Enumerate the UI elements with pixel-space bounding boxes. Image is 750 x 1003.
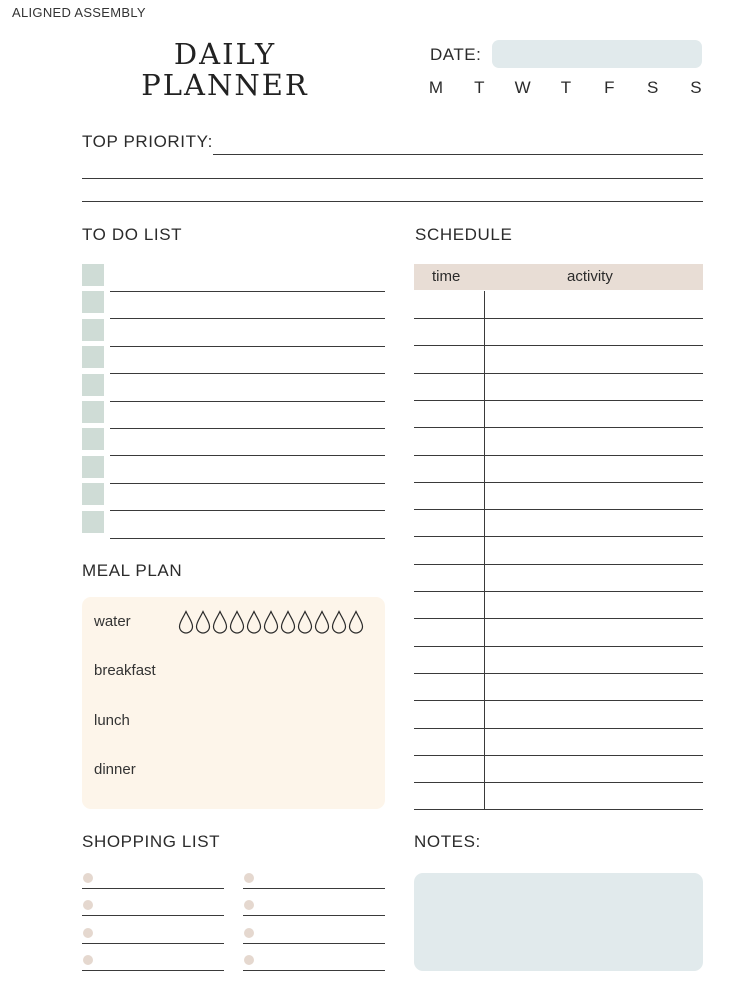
water-drop-icon[interactable] (331, 610, 347, 635)
shopping-bullet (83, 928, 93, 938)
water-drop-icon[interactable] (229, 610, 245, 635)
shopping-line[interactable] (243, 943, 385, 944)
schedule-row-line[interactable] (414, 755, 703, 756)
day-wednesday[interactable]: W (514, 78, 531, 97)
meal-plan-title: MEAL PLAN (82, 561, 183, 580)
shopping-line[interactable] (82, 915, 224, 916)
water-drop-icon[interactable] (314, 610, 330, 635)
day-monday[interactable]: M (428, 78, 444, 97)
water-drop-icon[interactable] (263, 610, 279, 635)
shopping-bullet (83, 900, 93, 910)
schedule-row-line[interactable] (414, 427, 703, 428)
todo-checkbox[interactable] (82, 291, 104, 313)
schedule-row-line[interactable] (414, 400, 703, 401)
shopping-bullet (83, 873, 93, 883)
schedule-row-line[interactable] (414, 536, 703, 537)
todo-checkbox[interactable] (82, 428, 104, 450)
shopping-line[interactable] (243, 915, 385, 916)
top-priority-line-3[interactable] (82, 201, 703, 202)
schedule-row-line[interactable] (414, 673, 703, 674)
shopping-bullet (244, 955, 254, 965)
day-friday[interactable]: F (604, 78, 615, 97)
schedule-row-line[interactable] (414, 373, 703, 374)
schedule-row-line[interactable] (414, 809, 703, 810)
day-saturday[interactable]: S (646, 78, 659, 97)
notes-title: NOTES: (414, 832, 481, 851)
schedule-header (414, 264, 703, 290)
todo-line[interactable] (110, 455, 385, 456)
todo-checkbox[interactable] (82, 264, 104, 286)
schedule-row-line[interactable] (414, 700, 703, 701)
water-tracker (178, 610, 364, 635)
water-drop-icon[interactable] (348, 610, 364, 635)
shopping-line[interactable] (243, 970, 385, 971)
notes-box[interactable] (414, 873, 703, 971)
day-sunday[interactable]: S (690, 78, 702, 97)
brand-name: ALIGNED ASSEMBLY (12, 5, 146, 20)
todo-line[interactable] (110, 538, 385, 539)
todo-line[interactable] (110, 483, 385, 484)
water-drop-icon[interactable] (280, 610, 296, 635)
meal-plan-box (82, 597, 385, 809)
day-thursday[interactable]: T (560, 78, 572, 97)
schedule-row-line[interactable] (414, 618, 703, 619)
breakfast-label[interactable]: breakfast (94, 662, 156, 679)
date-label: DATE: (430, 45, 482, 64)
todo-checkbox[interactable] (82, 346, 104, 368)
schedule-row-line[interactable] (414, 345, 703, 346)
todo-checkbox[interactable] (82, 319, 104, 341)
todo-checkbox[interactable] (82, 401, 104, 423)
day-tuesday[interactable]: T (474, 78, 485, 97)
water-drop-icon[interactable] (178, 610, 194, 635)
water-drop-icon[interactable] (297, 610, 313, 635)
todo-line[interactable] (110, 510, 385, 511)
todo-line[interactable] (110, 401, 385, 402)
todo-line[interactable] (110, 291, 385, 292)
water-drop-icon[interactable] (246, 610, 262, 635)
schedule-row-line[interactable] (414, 591, 703, 592)
todo-checkbox[interactable] (82, 374, 104, 396)
shopping-bullet (244, 928, 254, 938)
schedule-title: SCHEDULE (415, 225, 513, 244)
schedule-row-line[interactable] (414, 646, 703, 647)
schedule-col-time: time (432, 268, 461, 285)
page-title-line1: DAILY (173, 37, 277, 71)
shopping-line[interactable] (82, 970, 224, 971)
shopping-line[interactable] (243, 888, 385, 889)
shopping-line[interactable] (82, 943, 224, 944)
water-drop-icon[interactable] (212, 610, 228, 635)
schedule-row-line[interactable] (414, 455, 703, 456)
todo-checkbox[interactable] (82, 511, 104, 533)
top-priority-label: TOP PRIORITY: (82, 132, 213, 151)
todo-line[interactable] (110, 318, 385, 319)
shopping-bullet (244, 900, 254, 910)
shopping-bullet (244, 873, 254, 883)
shopping-line[interactable] (82, 888, 224, 889)
page-title-line2: PLANNER (141, 68, 309, 102)
date-field[interactable] (492, 40, 702, 68)
shopping-bullet (83, 955, 93, 965)
schedule-row-line[interactable] (414, 564, 703, 565)
top-priority-line-2[interactable] (82, 178, 703, 179)
todo-line[interactable] (110, 346, 385, 347)
todo-line[interactable] (110, 373, 385, 374)
schedule-row-line[interactable] (414, 318, 703, 319)
schedule-divider (484, 291, 485, 809)
todo-checkbox[interactable] (82, 483, 104, 505)
schedule-col-activity: activity (567, 268, 613, 285)
schedule-row-line[interactable] (414, 509, 703, 510)
schedule-row-line[interactable] (414, 782, 703, 783)
todo-line[interactable] (110, 428, 385, 429)
dinner-label[interactable]: dinner (94, 761, 136, 778)
lunch-label[interactable]: lunch (94, 712, 130, 729)
water-drop-icon[interactable] (195, 610, 211, 635)
schedule-row-line[interactable] (414, 728, 703, 729)
shopping-list-title: SHOPPING LIST (82, 832, 221, 851)
schedule-row-line[interactable] (414, 482, 703, 483)
todo-checkbox[interactable] (82, 456, 104, 478)
top-priority-line-1[interactable] (213, 154, 703, 155)
weekday-selector (426, 78, 706, 98)
todo-title: TO DO LIST (82, 225, 183, 244)
water-label: water (94, 613, 131, 630)
